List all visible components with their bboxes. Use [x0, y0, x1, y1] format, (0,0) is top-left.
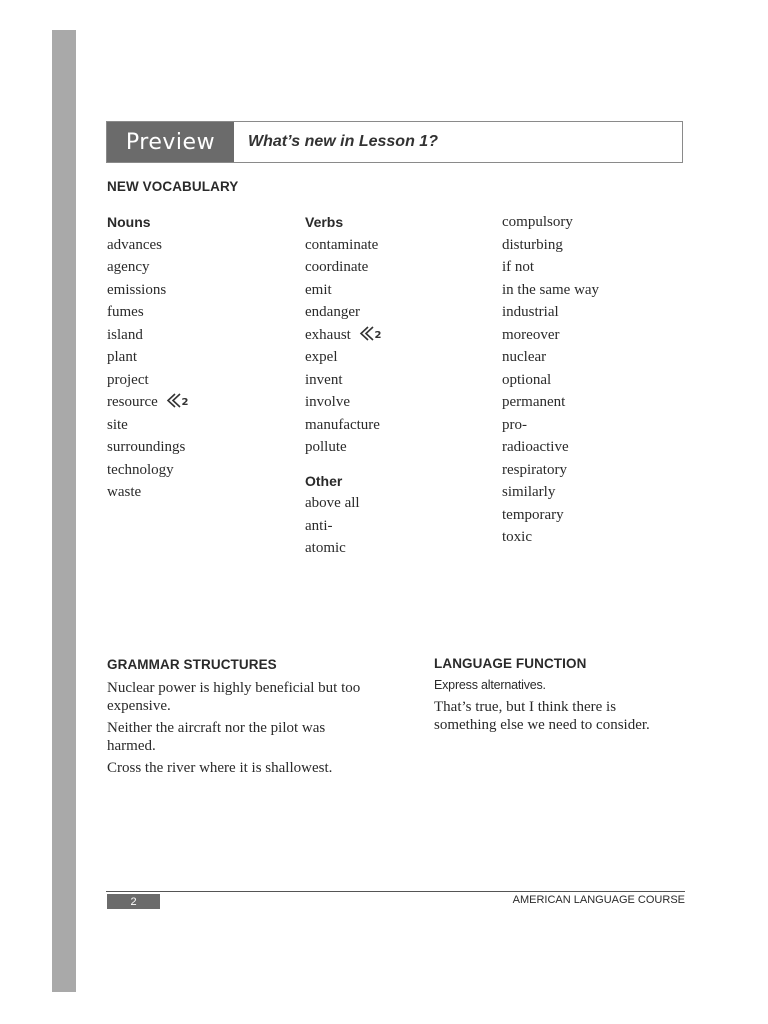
- language-function-subtitle: Express alternatives.: [434, 678, 546, 692]
- grammar-sentences: [107, 679, 369, 781]
- vocab-word: advances: [107, 236, 162, 253]
- grammar-structures-title: GRAMMAR STRUCTURES: [107, 657, 277, 672]
- nouns-column: [107, 211, 188, 504]
- vocab-word: plant: [107, 349, 137, 365]
- vocab-word: resource: [107, 394, 158, 410]
- vocab-word: surroundings: [107, 439, 186, 455]
- vocab-word: emit: [305, 281, 332, 298]
- book-2-marker-icon: [166, 393, 188, 416]
- grammar-sentence: Cross the river where it is shallowest.: [107, 760, 333, 776]
- preview-tab-label: Preview: [107, 122, 234, 162]
- grammar-sentence: Neither the aircraft nor the pilot was harmed.: [107, 720, 326, 754]
- preview-header-bar: [106, 121, 683, 163]
- vocab-word: radioactive: [502, 439, 569, 455]
- verbs-column: [305, 211, 381, 560]
- vocab-word: industrial: [502, 304, 559, 320]
- vocab-word: manufacture: [305, 416, 380, 433]
- verbs-heading: Verbs: [305, 214, 344, 230]
- vocab-word: coordinate: [305, 259, 369, 275]
- vocab-word: permanent: [502, 394, 566, 410]
- vocab-word: in the same way: [502, 281, 600, 298]
- new-vocabulary-title: NEW VOCABULARY: [107, 179, 239, 194]
- vocab-word: technology: [107, 461, 174, 478]
- vocab-word: moreover: [502, 326, 560, 343]
- book-2-marker-icon: [359, 326, 381, 349]
- svg-text:2: 2: [374, 329, 381, 341]
- vocab-word: expel: [305, 349, 338, 365]
- vocab-word-row: [305, 324, 381, 347]
- svg-text:2: 2: [181, 397, 188, 408]
- vocab-word: agency: [107, 259, 150, 275]
- vocab-word: toxic: [502, 529, 532, 545]
- vocab-word-row: [107, 391, 188, 414]
- vocab-word: compulsory: [502, 214, 573, 230]
- lesson-heading: What’s new in Lesson 1?: [248, 133, 438, 150]
- vocab-word: atomic: [305, 540, 346, 556]
- vocab-word: endanger: [305, 304, 360, 320]
- language-function-example: That’s true, but I think there is something else we need to consider.: [434, 699, 650, 733]
- binding-strip: [52, 30, 76, 992]
- vocab-word: optional: [502, 371, 552, 388]
- vocab-word: site: [107, 416, 128, 433]
- vocab-word: island: [107, 326, 143, 343]
- vocab-word: disturbing: [502, 236, 563, 253]
- footer-rule: [106, 891, 685, 892]
- vocab-word: nuclear: [502, 349, 547, 365]
- vocab-word: contaminate: [305, 236, 379, 253]
- vocab-word: pollute: [305, 439, 347, 455]
- vocab-word: invent: [305, 371, 343, 388]
- vocab-word: exhaust: [305, 326, 351, 343]
- vocab-word: above all: [305, 495, 360, 511]
- grammar-sentence: Nuclear power is highly beneficial but too expensive.: [107, 680, 361, 714]
- vocab-word: pro-: [502, 416, 527, 433]
- other-heading: Other: [305, 472, 343, 489]
- vocab-word: temporary: [502, 506, 564, 523]
- nouns-heading: Nouns: [107, 214, 151, 230]
- vocab-word: project: [107, 371, 149, 388]
- vocab-word: anti-: [305, 517, 333, 534]
- vocab-word: if not: [502, 259, 535, 275]
- vocab-word: waste: [107, 484, 142, 500]
- other-continued-column: [502, 211, 599, 549]
- vocab-word: emissions: [107, 281, 167, 298]
- language-function-title: LANGUAGE FUNCTION: [434, 656, 587, 671]
- vocab-word: fumes: [107, 304, 144, 320]
- vocab-word: similarly: [502, 484, 556, 500]
- course-name: AMERICAN LANGUAGE COURSE: [512, 894, 685, 906]
- vocab-word: respiratory: [502, 461, 567, 478]
- page-number: 2: [107, 894, 160, 909]
- vocab-word: involve: [305, 394, 350, 410]
